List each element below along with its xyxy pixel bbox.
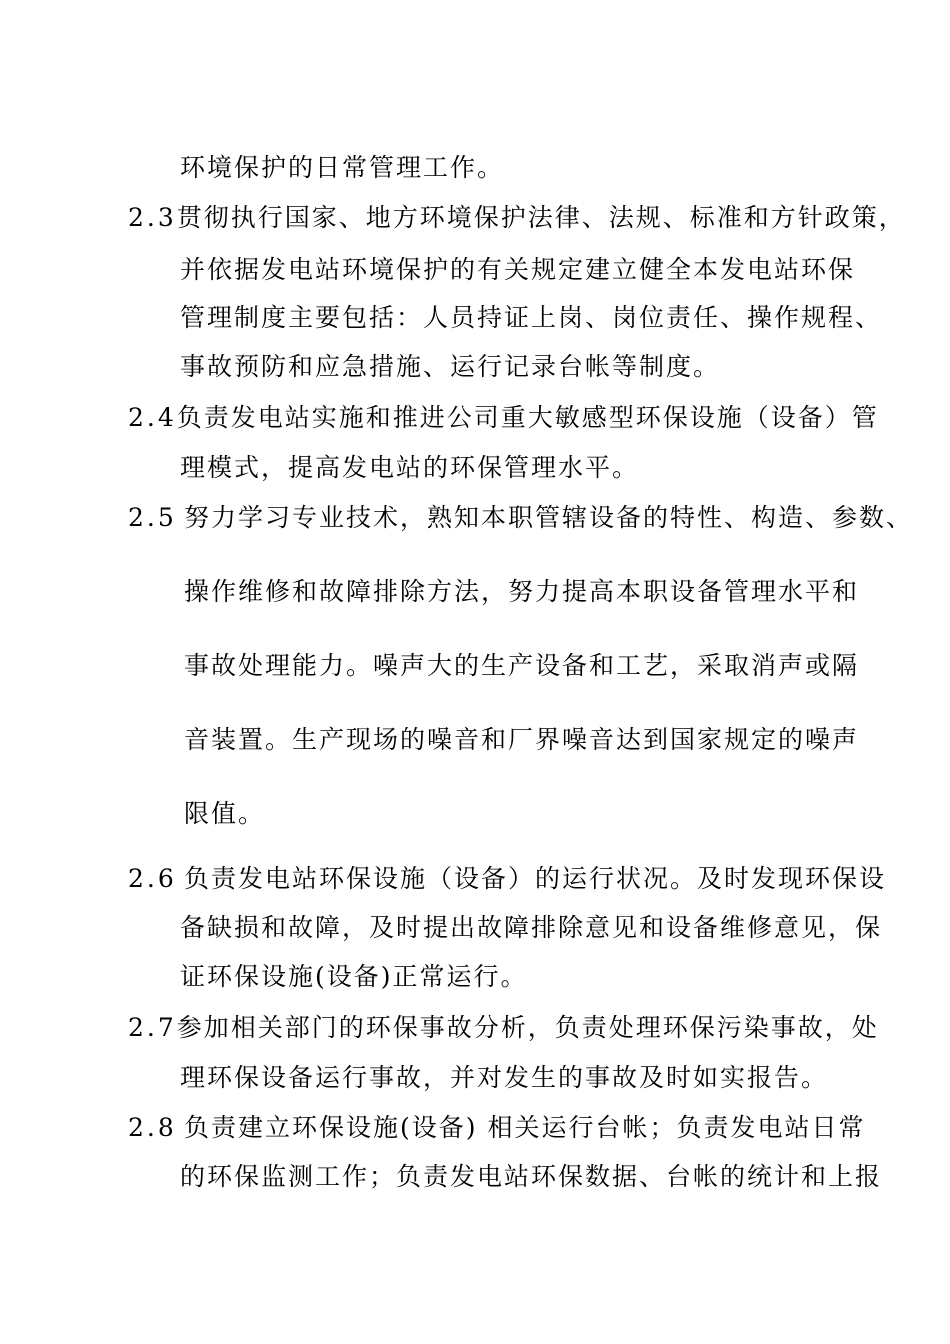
paragraph-line: 负责发电站实施和推进公司重大敏感型环保设施（设备）管: [176, 403, 879, 432]
paragraph-2-5-line-3: [184, 651, 859, 681]
paragraph-number: 2.3: [128, 203, 177, 232]
paragraph-2-7-line-1: [128, 1013, 879, 1043]
paragraph-2-3-line-4: [180, 352, 720, 382]
paragraph-line: 的环保监测工作；负责发电站环保数据、台帐的统计和上报: [180, 1162, 883, 1191]
paragraph-number: 2.8: [128, 1113, 177, 1142]
paragraph-line: 环境保护的日常管理工作。: [180, 153, 505, 182]
paragraph-2-4-line-1: [128, 403, 879, 433]
paragraph-line: 操作维修和故障排除方法，努力提高本职设备管理水平和: [184, 577, 860, 606]
paragraph-line: 并依据发电站环境保护的有关规定建立健全本发电站环保: [180, 255, 856, 284]
paragraph-line: 负责发电站环保设施（设备）的运行状况。及时发现环保设: [184, 864, 887, 893]
paragraph-line: 贯彻执行国家、地方环境保护法律、法规、标准和方针政策，: [176, 203, 906, 232]
paragraph-number: 2.5: [128, 503, 177, 532]
paragraph-line: 参加相关部门的环保事故分析，负责处理环保污染事故，处: [176, 1013, 879, 1042]
paragraph-2-6-line-3: [180, 962, 528, 992]
paragraph-number: 2.6: [128, 864, 177, 893]
paragraph-2-8-line-2: [180, 1162, 882, 1192]
paragraph-2-5-line-5: [184, 799, 265, 829]
paragraph-line: 负责建立环保设施(设备) 相关运行台帐；负责发电站日常: [184, 1113, 866, 1142]
paragraph-line: 事故处理能力。噪声大的生产设备和工艺，采取消声或隔: [184, 651, 860, 680]
continuation-line: [180, 153, 504, 183]
paragraph-2-7-line-2: [180, 1063, 828, 1093]
paragraph-number: 2.4: [128, 403, 177, 432]
paragraph-line: 努力学习专业技术，熟知本职管辖设备的特性、构造、参数、: [184, 503, 914, 532]
paragraph-line: 理模式，提高发电站的环保管理水平。: [180, 453, 640, 482]
paragraph-2-5-line-4: [184, 725, 859, 755]
paragraph-line: 管理制度主要包括：人员持证上岗、岗位责任、操作规程、: [180, 303, 883, 332]
paragraph-line: 备缺损和故障，及时提出故障排除意见和设备维修意见，保: [180, 913, 883, 942]
paragraph-line: 音装置。生产现场的噪音和厂界噪音达到国家规定的噪声: [184, 725, 860, 754]
paragraph-2-3-line-3: [180, 303, 882, 333]
paragraph-number: 2.7: [128, 1013, 177, 1042]
paragraph-line: 事故预防和应急措施、运行记录台帐等制度。: [180, 352, 721, 381]
paragraph-2-5-line-1: [128, 503, 913, 533]
paragraph-2-8-line-1: [128, 1113, 865, 1143]
paragraph-2-3-line-1: [128, 203, 906, 233]
paragraph-2-6-line-2: [180, 913, 882, 943]
paragraph-line: 证环保设施(设备)正常运行。: [180, 962, 528, 991]
paragraph-line: 理环保设备运行事故，并对发生的事故及时如实报告。: [180, 1063, 829, 1092]
paragraph-2-3-line-2: [180, 255, 855, 285]
paragraph-2-4-line-2: [180, 453, 639, 483]
paragraph-line: 限值。: [184, 799, 266, 828]
paragraph-2-5-line-2: [184, 577, 859, 607]
paragraph-2-6-line-1: [128, 864, 886, 894]
